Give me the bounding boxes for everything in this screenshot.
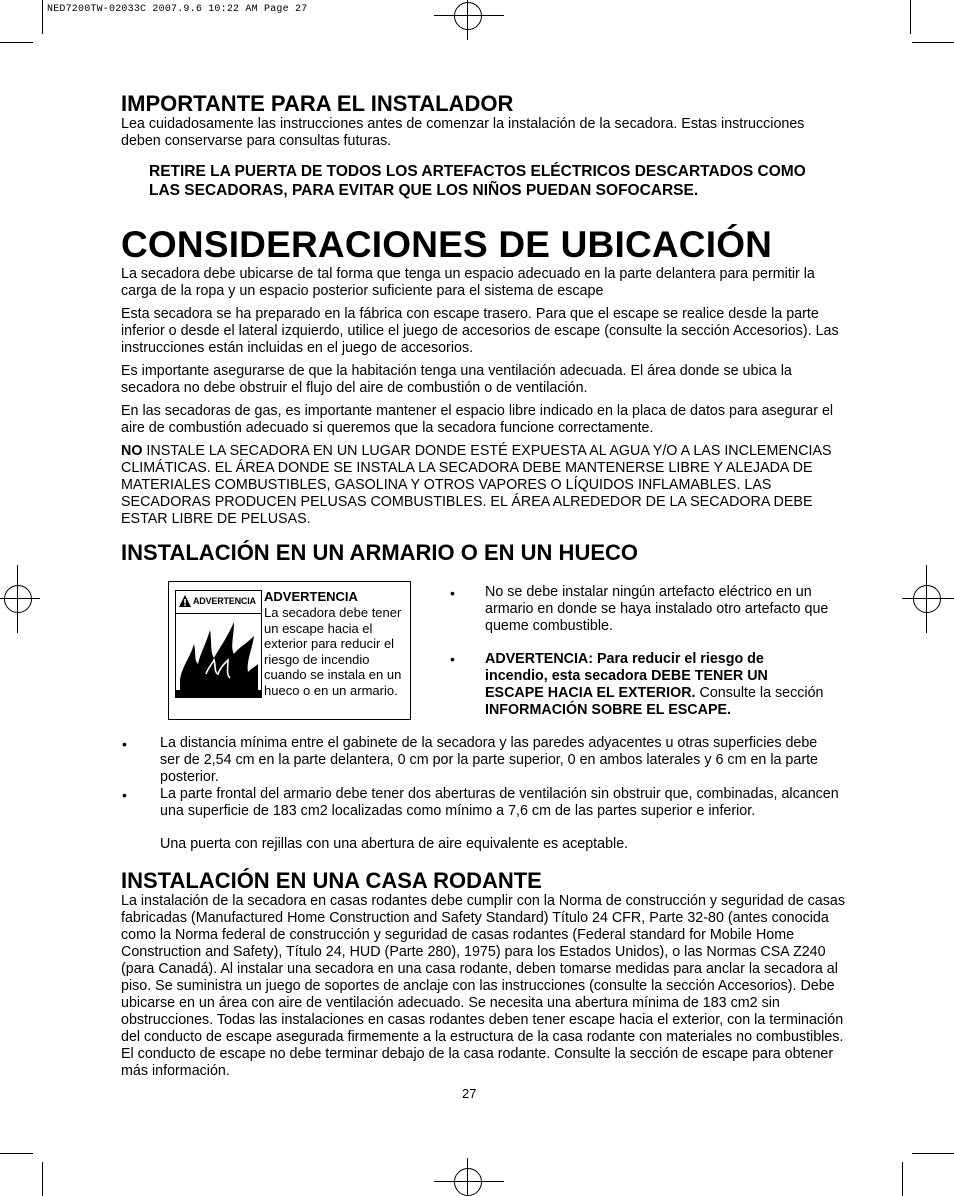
warning-title: ADVERTENCIA	[264, 589, 358, 604]
print-header: NED7200TW-02033C 2007.9.6 10:22 AM Page 27	[47, 4, 308, 15]
bullet: •	[450, 585, 455, 601]
paragraph-no-instale: NO INSTALE LA SECADORA EN UN LUGAR DONDE ESTÉ EXPUESTA AL AGUA Y/O A LAS INCLEMENCIAS CLIMÁTICAS. EL ÁREA DONDE SE INSTALA LA SECADORA DEBE MANTENERSE LIBRE Y ALEJADA DE MATERIALES COMBUSTIBLES, GASOLINA Y OTROS VAPORES O LÍQUIDOS INFLAMABLES. LAS SECADORAS PRODUCEN PELUSAS COMBUSTIBLES. EL ÁREA ALREDEDOR DE LA SECADORA DEBE ESTAR LIBRE DE PELUSAS.	[121, 443, 832, 527]
paragraph-escape: Esta secadora se ha preparado en la fábrica con escape trasero. Para que el escape se realice desde la parte inferior o desde el lateral izquierdo, utilice el juego de accesorios de escape (consulte la sección Accesorios). Las instrucciones están incluidas en el juego de accesorios.	[121, 306, 839, 356]
right-bullet-1: No se debe instalar ningún artefacto eléctrico en un armario en donde se haya instalado otro artefacto que queme combustible.	[485, 584, 829, 634]
bullet-aberturas: La parte frontal del armario debe tener dos aberturas de ventilación sin obstruir que, combinadas, alcancen una superficie de 183 cm2 localizadas como mínimo a 7,6 cm de las partes superior e inferior.	[160, 786, 839, 819]
section-title-armario: INSTALACIÓN EN UN ARMARIO O EN UN HUECO	[121, 540, 638, 565]
section-text-casa-rodante: La instalación de la secadora en casas rodantes debe cumplir con la Norma de construcción y seguridad de casas fabricadas (Manufactured Home Construction and Safety Standard) Título 24 CFR, Parte 32-80 (antes conocida como la Norma federal de construcción y seguridad de casas rodantes (Federal standard for Mobile Home Construction and Safety), Título 24, HUD (Parte 280), 1975) para los Estados Unidos), o las Normas CSA Z240 (para Canadá). Al instalar una secadora en una casa rodante, deben tomarse medidas para anclar la secadora al piso. Se suministra un juego de soportes de anclaje con las instrucciones (consulte la sección Accesorios). Debe ubicarse en un área con aire de ventilación adecuado. Se necesita una abertura mínima de 183 cm2 sin obstrucciones. Todas las instalaciones en casas rodantes deben tener escape hacia el exterior, con la terminación del conducto de escape asegurada firmemente a la estructura de la casa rodante con materiales no combustibles. El conducto de escape no debe terminar debajo de la casa rodante. Consulte la sección de escape para obtener más información.	[121, 893, 845, 1079]
bullet: •	[450, 651, 455, 667]
bullet: •	[122, 787, 127, 803]
section-title-casa-rodante: INSTALACIÓN EN UNA CASA RODANTE	[121, 868, 542, 893]
bullet-aberturas-extra: Una puerta con rejillas con una abertura de aire equivalente es aceptable.	[160, 836, 629, 852]
warning-triangle-icon	[179, 595, 191, 607]
bullet: •	[122, 736, 127, 752]
section-text-instalador: Lea cuidadosamente las instrucciones antes de comenzar la instalación de la secadora. Estas instrucciones deben conservarse para consultas futuras.	[121, 116, 805, 149]
warning-text: La secadora debe tener un escape hacia el exterior para reducir el riesgo de incendio cuando se instala en un hueco o en un armario.	[264, 605, 402, 698]
paragraph-espacio: La secadora debe ubicarse de tal forma que tenga un espacio adecuado en la parte delantera para permitir la carga de la ropa y un espacio posterior suficiente para el sistema de escape	[121, 266, 815, 299]
paragraph-gas: En las secadoras de gas, es importante mantener el espacio libre indicado en la placa de datos para asegurar el aire de combustión adecuado si queremos que la secadora funcione correctamente.	[121, 403, 834, 436]
bullet-distancia: La distancia mínima entre el gabinete de la secadora y las paredes adyacentes u otras superficies debe ser de 2,54 cm en la parte delantera, 0 cm por la parte superior, 0 en ambos laterales y 6 cm en la parte posterior.	[160, 735, 819, 785]
fire-icon	[176, 614, 261, 697]
right-bullet-2: ADVERTENCIA: Para reducir el riesgo de incendio, esta secadora DEBE TENER UN ESCAPE HACIA EL EXTERIOR. Consulte la sección INFORMACIÓN SOBRE EL ESCAPE.	[485, 651, 824, 718]
fire-warning-sign	[175, 590, 262, 698]
paragraph-ventilacion: Es importante asegurarse de que la habitación tenga una ventilación adecuada. El área donde se ubica la secadora no debe obstruir el flujo del aire de combustión o de ventilación.	[121, 363, 792, 396]
sign-label: ADVERTENCIA	[193, 596, 256, 606]
section-title-instalador: IMPORTANTE PARA EL INSTALADOR	[121, 91, 514, 116]
child-safety-warning: RETIRE LA PUERTA DE TODOS LOS ARTEFACTOS ELÉCTRICOS DESCARTADOS COMO LAS SECADORAS, PARA EVITAR QUE LOS NIÑOS PUEDAN SOFOCARSE.	[149, 163, 806, 199]
page-number: 27	[462, 1086, 477, 1101]
section-title-ubicacion: CONSIDERACIONES DE UBICACIÓN	[121, 224, 773, 265]
